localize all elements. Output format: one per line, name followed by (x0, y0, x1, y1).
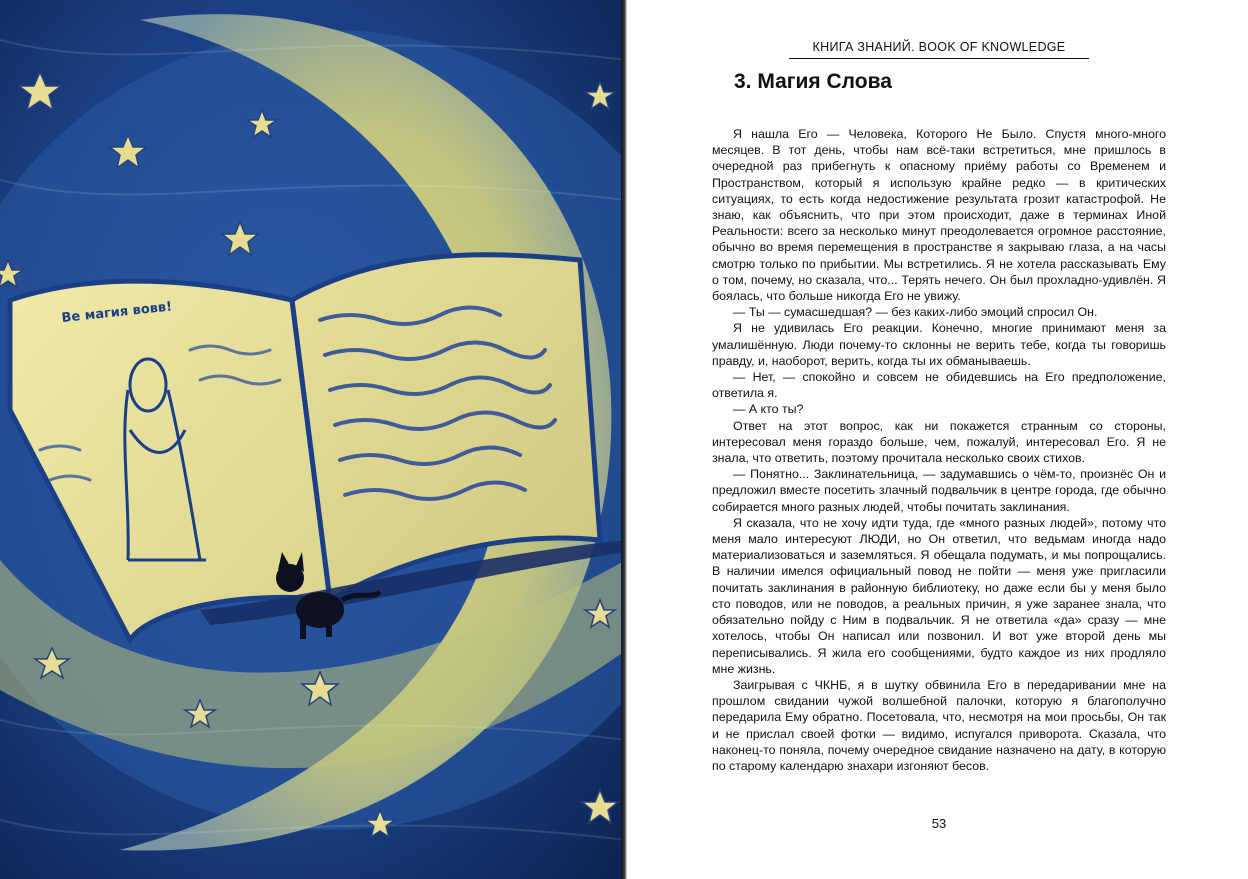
chapter-title: 3. Магия Слова (734, 70, 892, 93)
paragraph: — А кто ты? (733, 402, 804, 417)
paragraph: Я нашла Его — Человека, Которого Не Было. Спустя много-много месяцев. В тот день, чтобы нам всё-таки встретиться, мне пришлось в очередной раз прибегнуть к опасному приёму работы со Временем и Пространством, который я использую крайне редко — в критических ситуациях, то есть когда недостижение результата грозит катастрофой. Не знаю, как объяснить, что при этом происходит, даже в терминах Иной Реальности: всего за несколько минут преодолевается огромное расстояние, обычно во время перемещения в пространстве я закрываю глаза, а на часы смотрю только по прибытии. Мы встретились. Я не хотела рассказывать Ему о том, почему, но сказала, что... Терять нечего. Он был прохладно-удивлён. Я боялась, что больше никогда Его не увижу. (712, 127, 1166, 304)
running-header: КНИГА ЗНАНИЙ. BOOK OF KNOWLEDGE (789, 40, 1089, 59)
paragraph: Заигрывая с ЧКНБ, я в шутку обвинила Его в передаривании мне на прошлом свидании чужой волшебной палочки, которую я благополучно передарила Ему обратно. Посетовала, что, несмотря на мои просьбы, Он так и не прислал своей фотки — видимо, испугался приворота. Сказала, что наконец-то поняла, почему очередное свидание назначено на дату, в которую по старому календарю знахари изгоняют бесов. (712, 677, 1166, 773)
paragraph: Я не удивилась Его реакции. Конечно, многие принимают меня за умалишённую. Люди почему-то склонны не верить тебе, когда ты говоришь правду, и, наоборот, верить, когда ты их обманываешь. (712, 321, 1166, 368)
paragraph: — Нет, — спокойно и совсем не обидевшись на Его предположение, ответила я. (712, 370, 1166, 401)
text-page (627, 0, 1248, 879)
paragraph: Ответ на этот вопрос, как ни покажется странным со стороны, интересовал меня гораздо больше, чем, пожалуй, интересовал Его. Я не знала, что ответить, поэтому прочитала несколько своих стихов. (712, 418, 1166, 466)
paragraph: Я сказала, что не хочу идти туда, где «много разных людей», потому что меня мало интересуют ЛЮДИ, но Он ответил, что ведьмам иногда надо материализоваться и заземляться. Я обещала подумать, и мы попрощались. В наличии имелся официальный повод не пойти — меня уже пригласили почитать заклинания в районную библиотеку, но даже если бы у меня было сто поводов, или не поводов, а реальных причин, я уже заранее знала, что обязательно пойду с Ним в подвальчик. Я не ответила «да» сразу — мне хотелось, чтобы Он написал или позвонил. И вот уже второй день мы переписывались. Я жила его сообщениями, будто каждое из них продляло мне жизнь. (712, 515, 1166, 676)
page-number: 53 (931, 816, 947, 831)
paragraph: — Ты — сумасшедшая? — без каких-либо эмоций спросил Он. (733, 305, 1098, 320)
chapter-body (712, 126, 1166, 774)
paragraph: — Понятно... Заклинательница, — задумавшись о чём-то, произнёс Он и предложил вместе посетить злачный подвальчик в центре города, где обычно собирается много разных людей, чтобы почитать заклинания. (712, 467, 1166, 514)
book-caption: Ве магия вовв! (60, 299, 173, 326)
